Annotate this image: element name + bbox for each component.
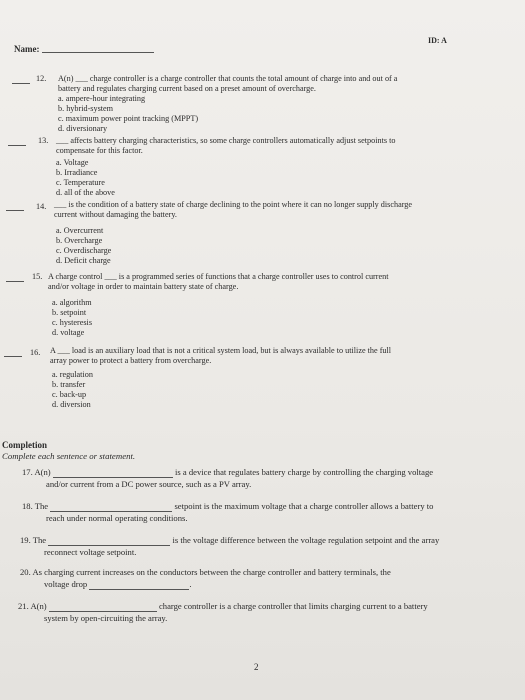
section-instructions: Complete each sentence or statement. (2, 451, 136, 461)
question-text: ___ affects battery charging characteristics, so some charge controllers automatically adjust setpoints to (56, 136, 396, 145)
completion-item-21 (18, 600, 428, 624)
answer-blank[interactable] (48, 536, 170, 546)
option-c: c. back-up (52, 390, 87, 399)
question-number: 14. (36, 202, 47, 211)
id-label: ID: A (428, 36, 447, 45)
option-c: c. Temperature (56, 178, 105, 187)
page-number: 2 (254, 662, 259, 672)
question-number: 12. (36, 74, 47, 83)
item-number: 21. (18, 601, 29, 611)
option-b: b. hybrid-system (58, 104, 114, 113)
option-d: d. voltage (52, 328, 85, 337)
answer-blank[interactable] (50, 502, 172, 512)
name-blank (42, 52, 154, 53)
option-d: d. Deficit charge (56, 256, 111, 265)
section-title: Completion (2, 440, 47, 450)
option-c: c. Overdischarge (56, 246, 112, 255)
item-suffix: . (189, 579, 192, 589)
item-text: is the voltage difference between the voltage regulation setpoint and the array (172, 535, 440, 545)
option-d: d. diversion (52, 400, 91, 409)
answer-blank (12, 83, 30, 84)
item-prefix: A(n) (34, 467, 51, 477)
option-b: b. setpoint (52, 308, 87, 317)
question-text: array power to protect a battery from overcharge. (50, 356, 212, 365)
question-text: and/or voltage in order to maintain battery state of charge. (48, 282, 239, 291)
option-b: b. Overcharge (56, 236, 103, 245)
option-b: b. Irradiance (56, 168, 98, 177)
item-text-continued: reconnect voltage setpoint. (44, 547, 137, 557)
answer-blank[interactable] (49, 602, 157, 612)
answer-blank (6, 210, 24, 211)
answer-blank[interactable] (89, 579, 192, 590)
item-text-continued: voltage drop (44, 579, 88, 589)
option-d: d. all of the above (56, 188, 115, 197)
question-text: compensate for this factor. (56, 146, 143, 155)
item-prefix: The (34, 501, 49, 511)
option-c: c. maximum power point tracking (MPPT) (58, 114, 199, 123)
item-number: 18. (22, 501, 33, 511)
completion-item-19 (20, 534, 439, 558)
completion-item-17 (22, 466, 433, 490)
option-a: a. algorithm (52, 298, 92, 307)
question-text: A charge control ___ is a programmed series of functions that a charge controller uses to control current (48, 272, 389, 281)
question-text: ___ is the condition of a battery state of charge declining to the point where it can no longer supply discharge (54, 200, 413, 209)
item-text-continued: system by open-circuiting the array. (44, 613, 168, 623)
answer-blank (6, 281, 24, 282)
question-text: current without damaging the battery. (54, 210, 177, 219)
completion-item-20 (20, 566, 391, 590)
completion-item-18 (22, 500, 433, 524)
item-text-continued: and/or current from a DC power source, such as a PV array. (46, 479, 252, 489)
item-number: 17. (22, 467, 33, 477)
question-text: battery and regulates charging current based on a preset amount of overcharge. (58, 84, 316, 93)
question-number: 15. (32, 272, 43, 281)
answer-blank (8, 145, 26, 146)
option-a: a. regulation (52, 370, 93, 379)
name-label: Name: (14, 44, 40, 54)
item-prefix: The (32, 535, 47, 545)
option-a: a. Overcurrent (56, 226, 104, 235)
item-text: As charging current increases on the conductors between the charge controller and battery terminals, the (32, 567, 391, 577)
question-number: 16. (30, 348, 41, 357)
option-b: b. transfer (52, 380, 86, 389)
option-a: a. Voltage (56, 158, 89, 167)
item-number: 20. (20, 567, 31, 577)
item-text: setpoint is the maximum voltage that a charge controller allows a battery to (174, 501, 434, 511)
question-number: 13. (38, 136, 49, 145)
answer-blank (4, 356, 22, 357)
item-prefix: A(n) (30, 601, 47, 611)
item-text: is a device that regulates battery charge by controlling the charging voltage (174, 467, 434, 477)
item-text: charge controller is a charge controller that limits charging current to a battery (158, 601, 428, 611)
question-text: A(n) ___ charge controller is a charge controller that counts the total amount of charge into and out of a (58, 74, 398, 83)
option-d: d. diversionary (58, 124, 108, 133)
option-a: a. ampere-hour integrating (58, 94, 146, 103)
item-text-continued: reach under normal operating conditions. (46, 513, 188, 523)
option-c: c. hysteresis (52, 318, 93, 327)
answer-blank[interactable] (53, 468, 173, 478)
item-number: 19. (20, 535, 31, 545)
question-text: A ___ load is an auxiliary load that is not a critical system load, but is always available to utilize the full (50, 346, 392, 355)
